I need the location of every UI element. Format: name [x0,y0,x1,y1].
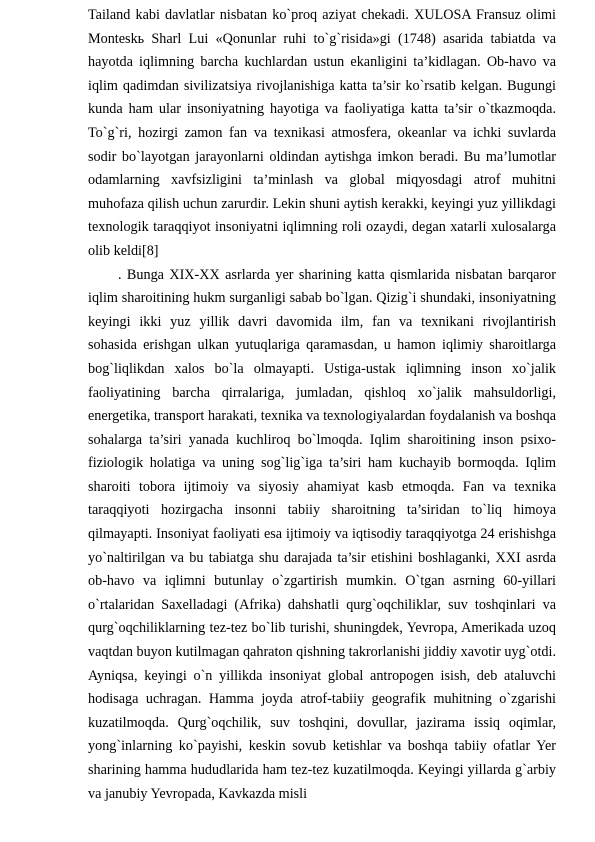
document-page [88,0,556,806]
paragraph-climate-impact: . Bunga XIX-XX asrlarda yer sharining katta qismlarida nisbatan barqaror iqlim sharoitining hukm surganligi sabab bo`lgan. Qizig`i shundaki, insoniyatning keyingi ikki yuz yillik davri davomida ilm, fan va texnikani rivojlantirish sohasida erishgan ulkan yutuqlariga qaramasdan, u hamon iqlimiy sharoitlarga bog`liqlikdan xalos bo`la olmayapti. Ustiga-ustak iqlimning inson xo`jalik faoliyatining barcha qirralariga, jumladan, qishloq xo`jalik mahsuldorligi, energetika, transport harakati, texnika va texnologiyalardan foydalanish va boshqa sohalarga ta’siri yanada kuchliroq bo`lmoqda. Iqlim sharoitining inson psixo-fiziologik holatiga va uning sog`lig`iga ta’siri ham kuchayib bormoqda. Iqlim sharoiti tobora ijtimoiy va siyosiy ahamiyat kasb etmoqda. Fan va texnika taraqqiyoti hozirgacha insonni tabiiy sharoitning ta’siridan to`liq himoya qilmayapti. Insoniyat faoliyati esa ijtimoiy va iqtisodiy taraqqiyotga 24 erishishga yo`naltirilgan va bu tabiatga shu darajada ta’sir etishini boshlaganki, XXI asrda ob-havo va iqlimni butunlay o`zgartirish mumkin. O`tgan asrning 60-yillari o`rtalaridan Saxelladagi (Afrika) dahshatli qurg`oqchiliklar, suv toshqinlari va qurg`oqchiliklarning tez-tez bo`lib turishi, shuningdek, Yevropa, Amerikada uzoq vaqtdan buyon kutilmagan qahraton qishning takrorlanishi jiddiy xavotir uyg`otdi. Ayniqsa, keyingi o`n yillikda insoniyat global antropogen isish, deb ataluvchi hodisaga uchragan. Hamma joyda atrof-tabiiy geografik muhitning o`zgarishi kuzatilmoqda. Qurg`oqchilik, suv toshqini, dovullar, jazirama issiq oqimlar, yong`inlarning ko`payishi, keskin sovub ketishlar va boshqa tabiiy ofatlar Yer sharining hamma hududlarida ham tez-tez kuzatilmoqda. Keyingi yillarda g`arbiy va janubiy Yevropada, Kavkazda misli [88,266,556,802]
paragraph-conclusion: Tailand kabi davlatlar nisbatan ko`proq aziyat chekadi. XULOSA Fransuz olimi Monteskь Sharl Lui «Qonunlar ruhi to`g`risida»gi (1748) asarida tabiatda va hayotda iqlimning barcha kuchlardan ustun ekanligini ta’kidlagan. Ob-havo va iqlim qadimdan sivilizatsiya rivojlanishiga katta ta’sir ko`rsatib kelgan. Bugungi kunda ham ular insoniyatning hayotiga va faoliyatiga katta ta’sir o`tkazmoqda. To`g`ri, hozirgi zamon fan va texnikasi atmosfera, okeanlar va ichki suvlarda sodir bo`layotgan jarayonlarni oldindan aytishga imkon beradi. Bu ma’lumotlar odamlarning xavfsizligini ta’minlash va global miqyosdagi atrof muhitni muhofaza qilish uchun zarurdir. Lekin shuni aytish kerakki, keyingi yuz yillikdagi texnologik taraqqiyot insoniyatni iqlimning roli ozaydi, degan xatarli xulosalarga olib keldi[8] [88,7,556,259]
